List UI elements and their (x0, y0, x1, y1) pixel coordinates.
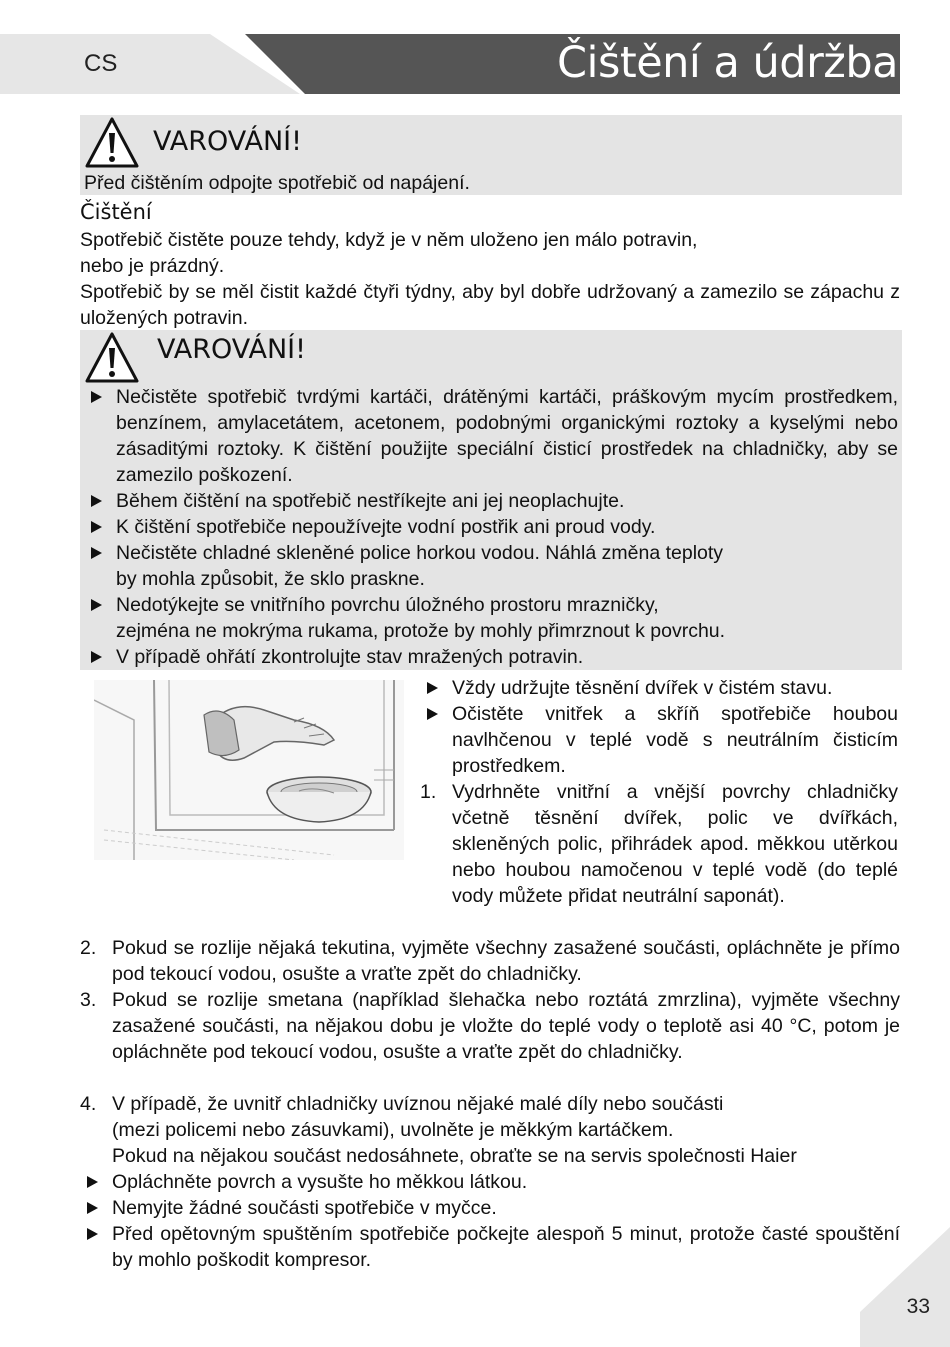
final-bullet: Nemyjte žádné součásti spotřebiče v myčce. (112, 1197, 497, 1219)
cleaning-paragraph-2: Spotřebič by se měl čistit každé čtyři týdny, aby byl dobře udržovaný a zamezilo se zápachu z uložených potravin. (80, 281, 900, 329)
warning-item: Nedotýkejte se vnitřního povrchu úložného prostoru mrazničky, (116, 594, 659, 616)
step-number: 3. (80, 989, 97, 1011)
bullet-icon (87, 1176, 98, 1188)
warning-item: Během čištění na spotřebič nestříkejte ani jej neoplachujte. (116, 490, 625, 512)
section-heading: Čištění (80, 200, 152, 224)
page-title: Čištění a údržba (556, 38, 898, 88)
warning-item: V případě ohřátí zkontrolujte stav mražených potravin. (116, 646, 584, 668)
step-number: 2. (80, 937, 97, 959)
warning-triangle-icon (84, 331, 140, 385)
warning-item: K čištění spotřebiče nepoužívejte vodní postřik ani proud vody. (116, 516, 656, 538)
final-bullet: Před opětovným spuštěním spotřebiče počkejte alespoň 5 minut, protože časté spouštění by mohlo poškodit kompresor. (112, 1223, 900, 1271)
warning-item: Nečistěte spotřebič tvrdými kartáči, drátěnými kartáči, práškovým mycím prostředkem, benzínem, amylacetátem, acetonem, podobnými organickými roztoky a kyselými nebo zásaditými roztoky. K čištění použijte speciální čisticí prostředek na chladničky, aby se zamezilo poškození. (116, 386, 898, 486)
bullet-icon (87, 1228, 98, 1240)
step-number: 1. (420, 781, 437, 803)
warning-title: VAROVÁNÍ! (157, 334, 306, 365)
cleaning-paragraph-1-line-2: nebo je prázdný. (80, 255, 225, 277)
bullet-icon (91, 651, 102, 663)
step-text: Pokud se rozlije nějaká tekutina, vyjměte všechny zasažené součásti, opláchněte je přímo pod tekoucí vodou, osušte a vraťte zpět do chladničky. (112, 937, 900, 985)
step-number: 4. (80, 1093, 97, 1115)
step-text: Vydrhněte vnitřní a vnější povrchy chladničky včetně těsnění dvířek, polic ve dvířkách, skleněných polic, přihrádek apod. měkkou utěrkou nebo houbou namočenou v teplé vodě (do teplé vody můžete přidat neutrální saponát). (452, 781, 898, 907)
warning-item: Nečistěte chladné skleněné police horkou vodou. Náhlá změna teploty (116, 542, 724, 564)
bullet-icon (427, 682, 438, 694)
bullet-icon (91, 495, 102, 507)
bullet-icon (91, 521, 102, 533)
bullet-icon (87, 1202, 98, 1214)
bullet-icon (91, 391, 102, 403)
bullet-icon (91, 599, 102, 611)
cleaning-illustration (94, 680, 404, 860)
step-text-line: V případě, že uvnitř chladničky uvíznou nějaké malé díly nebo součásti (112, 1093, 724, 1115)
bullet-icon (427, 708, 438, 720)
final-bullet: Opláchněte povrch a vysušte ho měkkou látkou. (112, 1171, 528, 1193)
warning-item-continuation: by mohla způsobit, že sklo praskne. (116, 568, 425, 590)
cleaning-paragraph-1-line-1: Spotřebič čistěte pouze tehdy, když je v něm uloženo jen málo potravin, (80, 229, 698, 251)
step-text-line: (mezi policemi nebo zásuvkami), uvolněte je měkkým kartáčkem. (112, 1119, 674, 1141)
bullet-icon (91, 547, 102, 559)
step-text-line: Pokud na nějakou součást nedosáhnete, obraťte se na servis společnosti Haier (112, 1145, 797, 1167)
page-number: 33 (906, 1295, 930, 1318)
warning-title: VAROVÁNÍ! (153, 126, 302, 157)
right-bullet: Očistěte vnitřek a skříň spotřebiče houbou navlhčenou v teplé vodě s neutrálním čisticím prostředkem. (452, 703, 898, 777)
warning-triangle-icon (84, 116, 140, 170)
warning-text: Před čištěním odpojte spotřebič od napájení. (84, 172, 470, 194)
warning-item-continuation: zejména ne mokrýma rukama, protože by mohly přimrznout k povrchu. (116, 620, 726, 642)
step-text: Pokud se rozlije smetana (například šlehačka nebo roztátá zmrzlina), vyjměte všechny zasažené součásti, na nějakou dobu je vložte do teplé vody o teplotě asi 40 °C, potom je opláchněte pod tekoucí vodou, osušte a vraťte zpět do chladničky. (112, 989, 900, 1063)
language-code: CS (84, 50, 118, 77)
right-bullet: Vždy udržujte těsnění dvířek v čistém stavu. (452, 677, 833, 699)
